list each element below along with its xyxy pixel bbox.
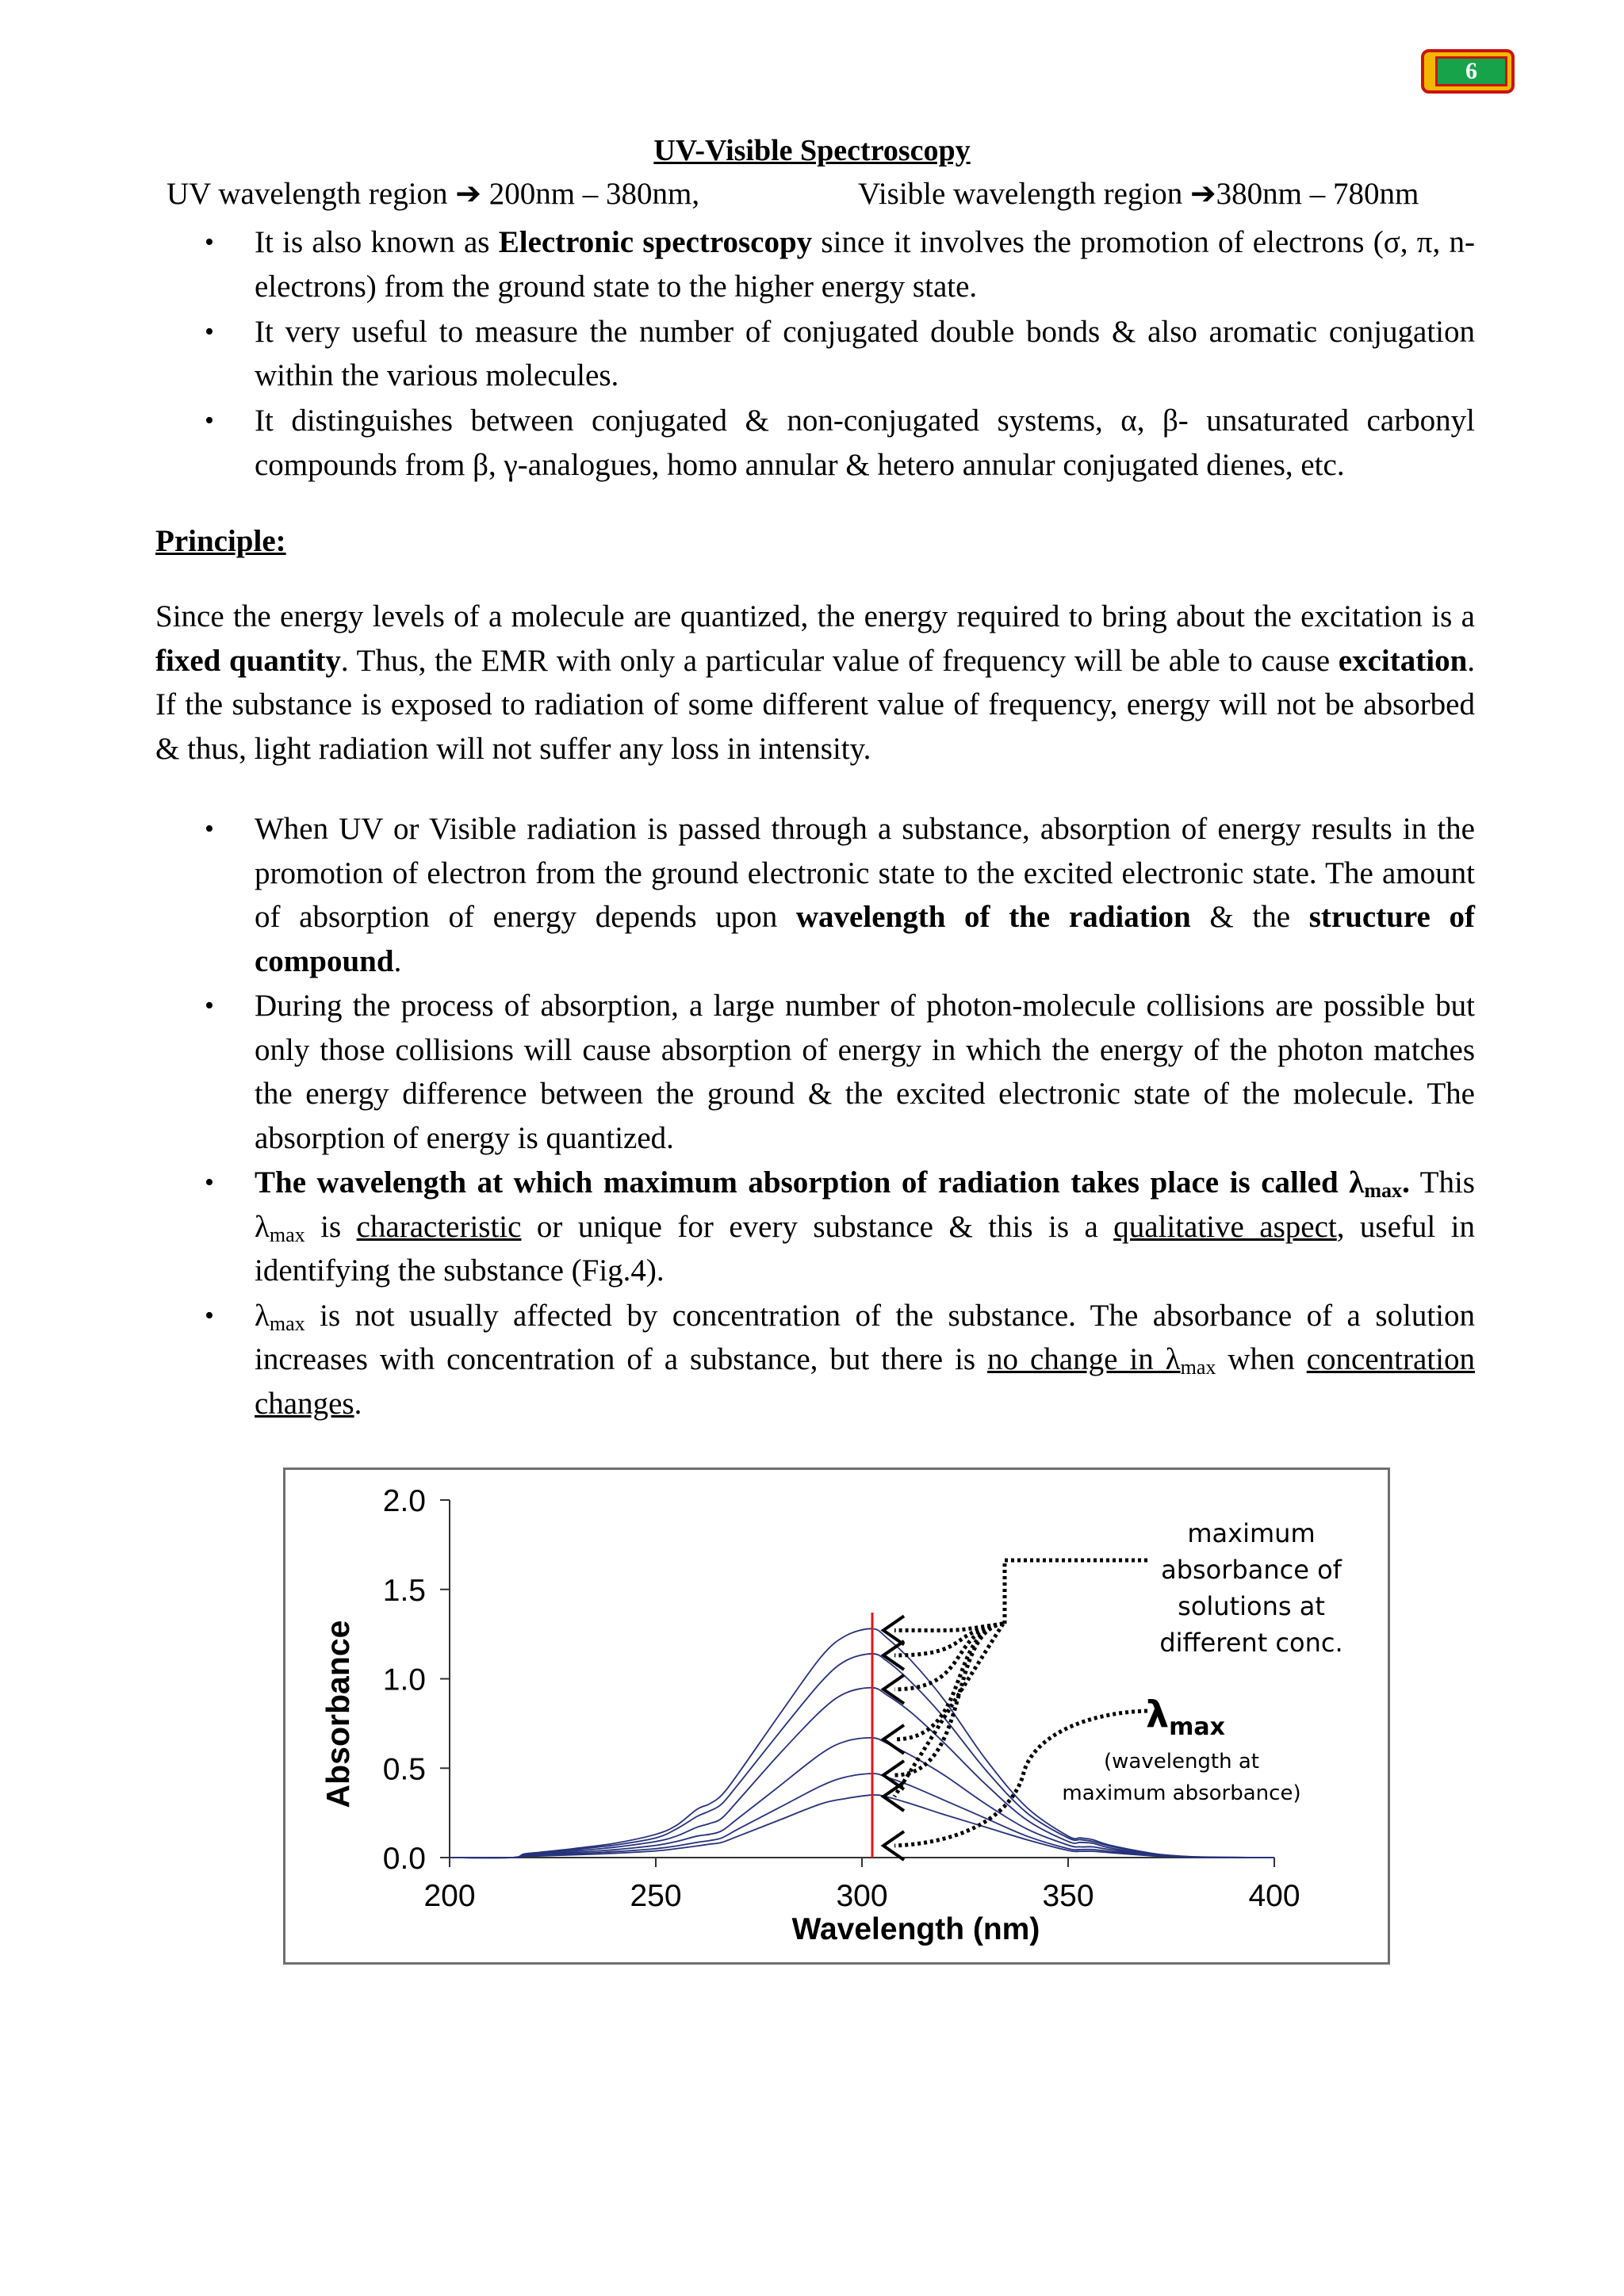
x-tick-label: 400: [1248, 1879, 1300, 1913]
bullet-absorption: • When UV or Visible radiation is passed through a substance, absorption of energy results in the promotion of electron from the ground electronic state to the excited electronic state. The amount of absorption of energy depends upon wavelength of the radiation & the structure of compound.: [155, 807, 1475, 983]
y-tick-label: 1.0: [382, 1663, 426, 1697]
x-tick-label: 300: [836, 1879, 888, 1913]
x-tick-label: 200: [423, 1879, 476, 1913]
bullet-concentration: • $\lambda_{max}$ is not usually affected by concentration of the substance. The absorbance of a solution increases with concentration of a substance, but there is no change in $\lambda_{max}$ when concentration changes.: [155, 1294, 1475, 1426]
chart-svg: [283, 1468, 1390, 1965]
svg-text:maximum absorbance): maximum absorbance): [1062, 1781, 1301, 1805]
principle-paragraph: Since the energy levels of a molecule are quantized, the energy required to bring about the excitation is a fixed quantity. Thus, the EMR with only a particular value of frequency will be able to cause excitation. If the substance is exposed to radiation of some different value of frequency, energy will not be absorbed & thus, light radiation will not suffer any loss in intensity.: [155, 599, 1476, 766]
absorbance-chart: [283, 1468, 1390, 1965]
spectrum-curve: [450, 1628, 1274, 1858]
bullet-lambda-max-definition: • The wavelength at which maximum absorption of radiation takes place is called $\lambda_{max}$. This $\lambda_{max}$ is characteristic or unique for every substance & this is a qualitative aspect, useful in identifying the substance (Fig.4).: [155, 1161, 1475, 1293]
x-axis-label: Wavelength (nm): [791, 1912, 1040, 1946]
visible-region: Visible wavelength region ➔380nm – 780nm: [858, 177, 1419, 211]
annotation-lambda-max-label: [1062, 1693, 1300, 1805]
bullet-collisions: • During the process of absorption, a large number of photon-molecule collisions are possible but only those collisions will cause absorption of energy in which the energy of the photon matches the energy difference between the ground & the excited electronic state of the molecule. The absorption of energy is quantized.: [155, 984, 1475, 1160]
svg-text:maximum: maximum: [1187, 1518, 1316, 1548]
x-tick-label: 250: [630, 1879, 682, 1913]
intro-bullet-list: [155, 220, 1475, 488]
wavelength-regions: [167, 176, 1467, 212]
intro-bullet-conjugation: • It very useful to measure the number of conjugated double bonds & also aromatic conjugation within the various molecules.: [155, 310, 1475, 398]
uv-region: UV wavelength region ➔ 200nm – 380nm,: [167, 177, 700, 211]
page-number: 6: [1435, 56, 1507, 86]
y-tick-label: 1.5: [382, 1573, 426, 1608]
y-tick-label: 2.0: [382, 1484, 426, 1518]
intro-bullet-electronic: • It is also known as Electronic spectroscopy since it involves the promotion of electrons (σ, π, n- electrons) from the ground state to the higher energy state.: [155, 220, 1475, 308]
principle-bullet-list: [155, 807, 1475, 1426]
page-number-badge: [1421, 49, 1515, 94]
annotation-max-absorbance-label: [1159, 1518, 1342, 1658]
intro-bullet-distinguishes: • It distinguishes between conjugated & non-conjugated systems, α, β- unsaturated carbonyl compounds from β, γ-analogues, homo annular & hetero annular conjugated dienes, etc.: [155, 399, 1475, 487]
y-axis-label: Absorbance: [320, 1620, 356, 1808]
chart-annotations: [883, 1560, 1147, 1860]
svg-text:λmax: $\lambda_{max}$: [1146, 1693, 1225, 1741]
svg-text:different conc.: different conc.: [1159, 1628, 1343, 1658]
x-tick-label: 350: [1042, 1879, 1094, 1913]
svg-text:(wavelength at: (wavelength at: [1104, 1750, 1259, 1774]
spectrum-curves: [450, 1628, 1274, 1858]
y-tick-label: 0.5: [382, 1752, 426, 1787]
section-heading-principle: Principle:: [155, 524, 286, 558]
y-tick-label: 0.0: [382, 1842, 426, 1876]
page-title: UV-Visible Spectroscopy: [653, 134, 971, 167]
bold-term: Electronic spectroscopy: [498, 225, 813, 259]
svg-text:solutions at: solutions at: [1178, 1591, 1325, 1621]
svg-text:absorbance of: absorbance of: [1161, 1555, 1342, 1585]
